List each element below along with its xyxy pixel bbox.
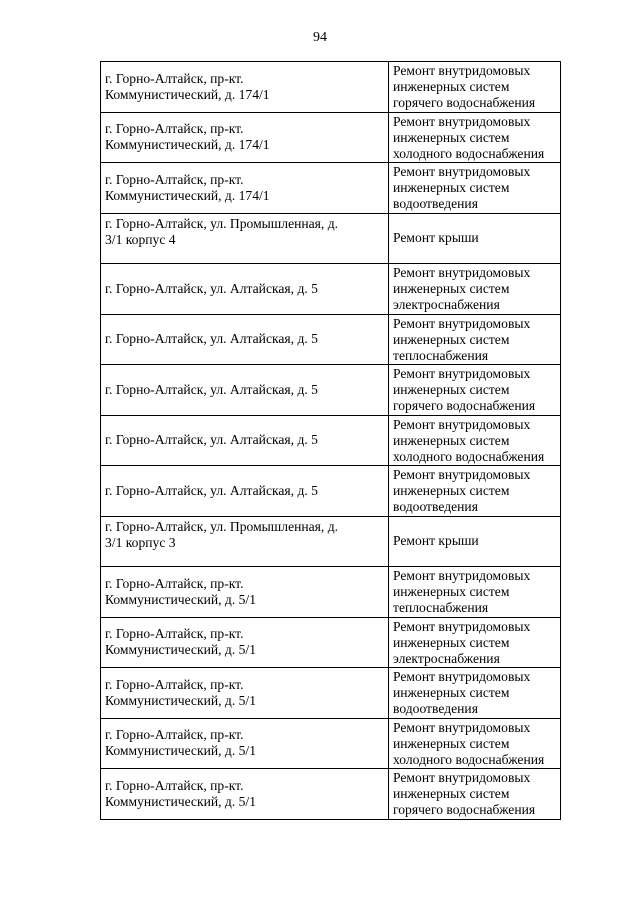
work-cell: Ремонт внутридомовых инженерных систем водоотведения: [389, 466, 561, 517]
table-row: [101, 213, 561, 264]
address-cell: г. Горно-Алтайск, пр-кт. Коммунистический, д. 5/1: [101, 718, 389, 769]
address-cell: г. Горно-Алтайск, пр-кт. Коммунистический, д. 174/1: [101, 163, 389, 214]
address-cell: г. Горно-Алтайск, пр-кт. Коммунистический, д. 174/1: [101, 112, 389, 163]
work-cell: Ремонт внутридомовых инженерных систем теплоснабжения: [389, 314, 561, 365]
table-row: [101, 112, 561, 163]
work-cell: Ремонт внутридомовых инженерных систем горячего водоснабжения: [389, 62, 561, 113]
address-cell: г. Горно-Алтайск, ул. Алтайская, д. 5: [101, 264, 389, 315]
table-row: [101, 264, 561, 315]
table-row: [101, 415, 561, 466]
work-cell: Ремонт внутридомовых инженерных систем теплоснабжения: [389, 567, 561, 618]
table-row: [101, 365, 561, 416]
address-cell: г. Горно-Алтайск, ул. Алтайская, д. 5: [101, 466, 389, 517]
work-cell: Ремонт внутридомовых инженерных систем водоотведения: [389, 668, 561, 719]
table-row: [101, 516, 561, 567]
work-cell: Ремонт внутридомовых инженерных систем холодного водоснабжения: [389, 112, 561, 163]
address-cell: г. Горно-Алтайск, ул. Промышленная, д. 3/1 корпус 3: [101, 516, 389, 567]
table-row: [101, 314, 561, 365]
table-row: [101, 62, 561, 113]
work-cell: Ремонт внутридомовых инженерных систем холодного водоснабжения: [389, 718, 561, 769]
address-cell: г. Горно-Алтайск, пр-кт. Коммунистический, д. 5/1: [101, 668, 389, 719]
work-cell: Ремонт внутридомовых инженерных систем электроснабжения: [389, 617, 561, 668]
table-row: [101, 769, 561, 820]
address-cell: г. Горно-Алтайск, пр-кт. Коммунистический, д. 5/1: [101, 617, 389, 668]
address-cell: г. Горно-Алтайск, ул. Алтайская, д. 5: [101, 314, 389, 365]
address-cell: г. Горно-Алтайск, ул. Алтайская, д. 5: [101, 365, 389, 416]
work-cell: Ремонт внутридомовых инженерных систем холодного водоснабжения: [389, 415, 561, 466]
address-cell: г. Горно-Алтайск, ул. Алтайская, д. 5: [101, 415, 389, 466]
table-row: [101, 567, 561, 618]
work-cell: Ремонт внутридомовых инженерных систем горячего водоснабжения: [389, 365, 561, 416]
address-cell: г. Горно-Алтайск, пр-кт. Коммунистический, д. 174/1: [101, 62, 389, 113]
work-cell: Ремонт внутридомовых инженерных систем электроснабжения: [389, 264, 561, 315]
repair-table: [100, 61, 561, 820]
address-cell: г. Горно-Алтайск, ул. Промышленная, д. 3/1 корпус 4: [101, 213, 389, 264]
address-cell: г. Горно-Алтайск, пр-кт. Коммунистический, д. 5/1: [101, 769, 389, 820]
work-cell: Ремонт внутридомовых инженерных систем горячего водоснабжения: [389, 769, 561, 820]
work-cell: Ремонт крыши: [389, 213, 561, 264]
table-row: [101, 668, 561, 719]
page-number: 94: [313, 30, 327, 45]
table-row: [101, 466, 561, 517]
table-row: [101, 163, 561, 214]
table-row: [101, 718, 561, 769]
address-cell: г. Горно-Алтайск, пр-кт. Коммунистический, д. 5/1: [101, 567, 389, 618]
table-row: [101, 617, 561, 668]
work-cell: Ремонт внутридомовых инженерных систем водоотведения: [389, 163, 561, 214]
work-cell: Ремонт крыши: [389, 516, 561, 567]
